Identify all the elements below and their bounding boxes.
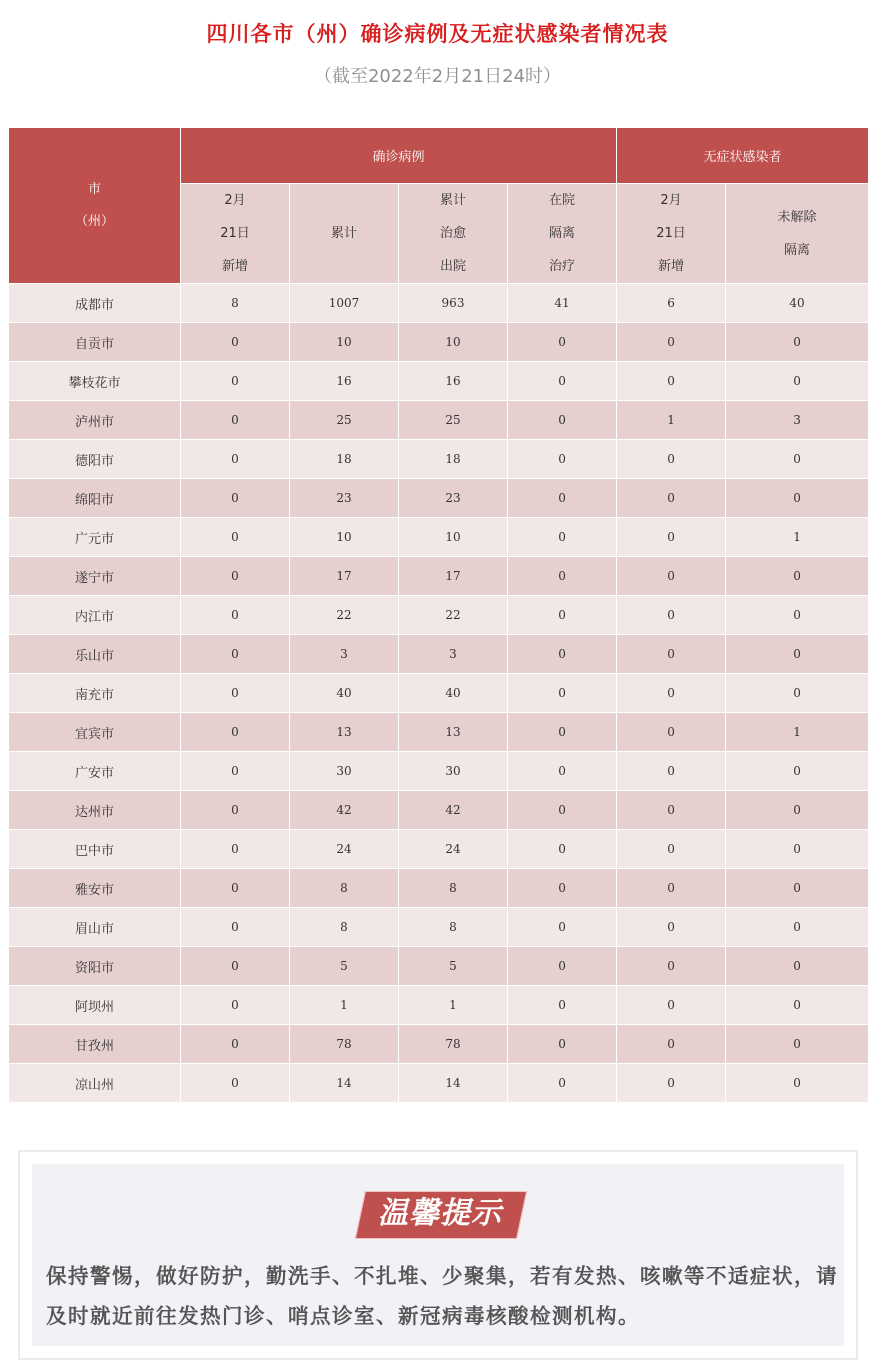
table-row [9,752,869,791]
confirmed-hospital-cell: 0 [508,674,617,713]
confirmed-hospital-cell: 0 [508,518,617,557]
confirmed-hospital-cell: 0 [508,440,617,479]
confirmed-total-cell: 17 [290,557,399,596]
city-cell: 宜宾市 [9,713,181,752]
header-confirmed-group: 确诊病例 [181,128,617,184]
asym-unreleased-cell: 0 [726,752,869,791]
header-asym-unreleased-l1: 未解除 [777,209,817,225]
confirmed-hospital-cell: 0 [508,362,617,401]
table-row [9,1064,869,1103]
city-cell: 巴中市 [9,830,181,869]
asym-unreleased-cell: 0 [726,557,869,596]
confirmed-total-cell: 18 [290,440,399,479]
city-cell: 阿坝州 [9,986,181,1025]
table-row [9,440,869,479]
asym-unreleased-cell: 40 [726,284,869,323]
confirmed-new-cell: 0 [181,596,290,635]
asym-new-cell: 0 [617,479,726,518]
asym-unreleased-cell: 0 [726,830,869,869]
confirmed-new-cell: 0 [181,830,290,869]
confirmed-hospital-cell: 0 [508,557,617,596]
confirmed-new-cell: 8 [181,284,290,323]
asym-new-cell: 0 [617,869,726,908]
confirmed-cured-cell: 40 [399,674,508,713]
confirmed-hospital-cell: 0 [508,596,617,635]
header-confirmed-cured [399,184,508,284]
confirmed-total-cell: 42 [290,791,399,830]
confirmed-cured-cell: 24 [399,830,508,869]
asym-unreleased-cell: 1 [726,713,869,752]
confirmed-total-cell: 8 [290,908,399,947]
table-row [9,479,869,518]
asym-unreleased-cell: 0 [726,986,869,1025]
confirmed-total-cell: 10 [290,323,399,362]
city-cell: 自贡市 [9,323,181,362]
page-title: 四川各市（州）确诊病例及无症状感染者情况表 [206,22,669,46]
confirmed-new-cell: 0 [181,1064,290,1103]
asym-unreleased-cell: 0 [726,947,869,986]
table-row [9,986,869,1025]
asym-new-cell: 0 [617,596,726,635]
asym-unreleased-cell: 0 [726,440,869,479]
confirmed-total-cell: 1 [290,986,399,1025]
city-cell: 成都市 [9,284,181,323]
confirmed-new-cell: 0 [181,908,290,947]
header-confirmed-hospital [508,184,617,284]
table-row [9,323,869,362]
confirmed-cured-cell: 42 [399,791,508,830]
cases-table [8,127,869,1103]
confirmed-hospital-cell: 0 [508,401,617,440]
asym-new-cell: 0 [617,440,726,479]
confirmed-hospital-cell: 0 [508,947,617,986]
asym-new-cell: 0 [617,674,726,713]
header-confirmed-hospital-l2: 隔离 [549,226,576,241]
table-row [9,713,869,752]
table-row [9,830,869,869]
confirmed-new-cell: 0 [181,479,290,518]
asym-new-cell: 0 [617,947,726,986]
confirmed-cured-cell: 5 [399,947,508,986]
confirmed-total-cell: 30 [290,752,399,791]
confirmed-new-cell: 0 [181,713,290,752]
table-row [9,947,869,986]
city-cell: 南充市 [9,674,181,713]
confirmed-cured-cell: 963 [399,284,508,323]
table-body [9,284,869,1103]
confirmed-cured-cell: 13 [399,713,508,752]
header-asym-new-l2: 21日 [656,226,686,241]
confirmed-cured-cell: 10 [399,518,508,557]
confirmed-hospital-cell: 0 [508,1025,617,1064]
confirmed-new-cell: 0 [181,752,290,791]
confirmed-total-cell: 22 [290,596,399,635]
asym-unreleased-cell: 0 [726,635,869,674]
confirmed-hospital-cell: 0 [508,986,617,1025]
header-city-line1: 市 [87,181,101,197]
asym-new-cell: 1 [617,401,726,440]
header-confirmed-cured-l1: 累计 [439,193,466,208]
confirmed-total-cell: 1007 [290,284,399,323]
header-confirmed-new-l1: 2月 [224,193,246,208]
confirmed-new-cell: 0 [181,323,290,362]
header-confirmed-new-l2: 21日 [220,226,250,241]
header-confirmed-cured-l3: 出院 [439,259,466,274]
table-row [9,1025,869,1064]
table-row [9,674,869,713]
asym-unreleased-cell: 0 [726,1025,869,1064]
header-asym-unreleased [726,184,869,284]
confirmed-new-cell: 0 [181,440,290,479]
tip-box [18,1150,858,1360]
asym-new-cell: 0 [617,362,726,401]
confirmed-new-cell: 0 [181,518,290,557]
asym-new-cell: 0 [617,986,726,1025]
confirmed-new-cell: 0 [181,986,290,1025]
asym-new-cell: 0 [617,1064,726,1103]
confirmed-cured-cell: 23 [399,479,508,518]
header-asym-new [617,184,726,284]
confirmed-hospital-cell: 0 [508,323,617,362]
confirmed-new-cell: 0 [181,635,290,674]
confirmed-cured-cell: 1 [399,986,508,1025]
city-cell: 内江市 [9,596,181,635]
asym-unreleased-cell: 0 [726,791,869,830]
table-row [9,908,869,947]
confirmed-hospital-cell: 0 [508,791,617,830]
tip-box-inner [32,1164,844,1346]
asym-unreleased-cell: 0 [726,908,869,947]
tip-text: 保持警惕，做好防护，勤洗手、不扎堆、少聚集，若有发热、咳嗽等不适症状，请及时就近前往发热门诊、哨点诊室、新冠病毒核酸检测机构。 [46,1264,838,1328]
confirmed-cured-cell: 14 [399,1064,508,1103]
asym-new-cell: 0 [617,791,726,830]
confirmed-new-cell: 0 [181,401,290,440]
city-cell: 德阳市 [9,440,181,479]
confirmed-cured-cell: 8 [399,869,508,908]
confirmed-cured-cell: 30 [399,752,508,791]
confirmed-total-cell: 23 [290,479,399,518]
city-cell: 乐山市 [9,635,181,674]
asym-new-cell: 6 [617,284,726,323]
asym-unreleased-cell: 3 [726,401,869,440]
city-cell: 遂宁市 [9,557,181,596]
header-asym-new-l3: 新增 [658,259,685,274]
asym-unreleased-cell: 1 [726,518,869,557]
asym-new-cell: 0 [617,1025,726,1064]
confirmed-hospital-cell: 0 [508,1064,617,1103]
confirmed-cured-cell: 3 [399,635,508,674]
asym-new-cell: 0 [617,908,726,947]
confirmed-hospital-cell: 0 [508,908,617,947]
confirmed-total-cell: 24 [290,830,399,869]
header-city-line2: （州） [74,213,114,229]
city-cell: 达州市 [9,791,181,830]
asym-new-cell: 0 [617,830,726,869]
table-row [9,284,869,323]
confirmed-hospital-cell: 0 [508,869,617,908]
confirmed-total-cell: 3 [290,635,399,674]
asym-new-cell: 0 [617,557,726,596]
confirmed-total-cell: 40 [290,674,399,713]
table-row [9,869,869,908]
table-row [9,518,869,557]
confirmed-hospital-cell: 0 [508,713,617,752]
asym-unreleased-cell: 0 [726,362,869,401]
confirmed-new-cell: 0 [181,557,290,596]
city-cell: 广元市 [9,518,181,557]
city-cell: 眉山市 [9,908,181,947]
confirmed-cured-cell: 10 [399,323,508,362]
asym-new-cell: 0 [617,518,726,557]
city-cell: 雅安市 [9,869,181,908]
asym-unreleased-cell: 0 [726,1064,869,1103]
confirmed-cured-cell: 78 [399,1025,508,1064]
confirmed-hospital-cell: 0 [508,635,617,674]
confirmed-cured-cell: 18 [399,440,508,479]
confirmed-cured-cell: 22 [399,596,508,635]
table-row [9,791,869,830]
header-confirmed-new [181,184,290,284]
city-cell: 攀枝花市 [9,362,181,401]
confirmed-total-cell: 14 [290,1064,399,1103]
confirmed-hospital-cell: 41 [508,284,617,323]
confirmed-total-cell: 8 [290,869,399,908]
confirmed-new-cell: 0 [181,947,290,986]
header-confirmed-hospital-l1: 在院 [549,193,576,208]
header-asym-new-l1: 2月 [660,193,682,208]
city-cell: 资阳市 [9,947,181,986]
asym-unreleased-cell: 0 [726,869,869,908]
confirmed-new-cell: 0 [181,869,290,908]
confirmed-total-cell: 78 [290,1025,399,1064]
asym-unreleased-cell: 0 [726,323,869,362]
header-confirmed-cured-l2: 治愈 [439,226,466,241]
confirmed-total-cell: 5 [290,947,399,986]
table-row [9,557,869,596]
confirmed-total-cell: 25 [290,401,399,440]
header-confirmed-new-l3: 新增 [221,259,248,274]
confirmed-new-cell: 0 [181,674,290,713]
confirmed-cured-cell: 8 [399,908,508,947]
city-cell: 广安市 [9,752,181,791]
confirmed-total-cell: 13 [290,713,399,752]
table-row [9,401,869,440]
confirmed-hospital-cell: 0 [508,479,617,518]
city-cell: 甘孜州 [9,1025,181,1064]
city-cell: 绵阳市 [9,479,181,518]
header-asymptomatic-group: 无症状感染者 [617,128,869,184]
asym-new-cell: 0 [617,713,726,752]
header-asym-unreleased-l2: 隔离 [784,242,811,258]
asym-new-cell: 0 [617,323,726,362]
city-cell: 泸州市 [9,401,181,440]
table-row [9,635,869,674]
header-confirmed-total: 累计 [290,184,399,284]
table-row [9,596,869,635]
confirmed-total-cell: 16 [290,362,399,401]
confirmed-new-cell: 0 [181,791,290,830]
tip-badge: 温馨提示 [378,1196,502,1231]
confirmed-total-cell: 10 [290,518,399,557]
confirmed-new-cell: 0 [181,1025,290,1064]
confirmed-cured-cell: 17 [399,557,508,596]
page-subtitle: （截至2022年2月21日24时） [313,66,562,87]
confirmed-cured-cell: 16 [399,362,508,401]
header-city [9,128,181,284]
confirmed-new-cell: 0 [181,362,290,401]
confirmed-hospital-cell: 0 [508,830,617,869]
header-confirmed-hospital-l3: 治疗 [549,259,576,274]
table-row [9,362,869,401]
asym-unreleased-cell: 0 [726,479,869,518]
confirmed-hospital-cell: 0 [508,752,617,791]
asym-unreleased-cell: 0 [726,674,869,713]
city-cell: 凉山州 [9,1064,181,1103]
asym-new-cell: 0 [617,635,726,674]
confirmed-cured-cell: 25 [399,401,508,440]
asym-unreleased-cell: 0 [726,596,869,635]
asym-new-cell: 0 [617,752,726,791]
